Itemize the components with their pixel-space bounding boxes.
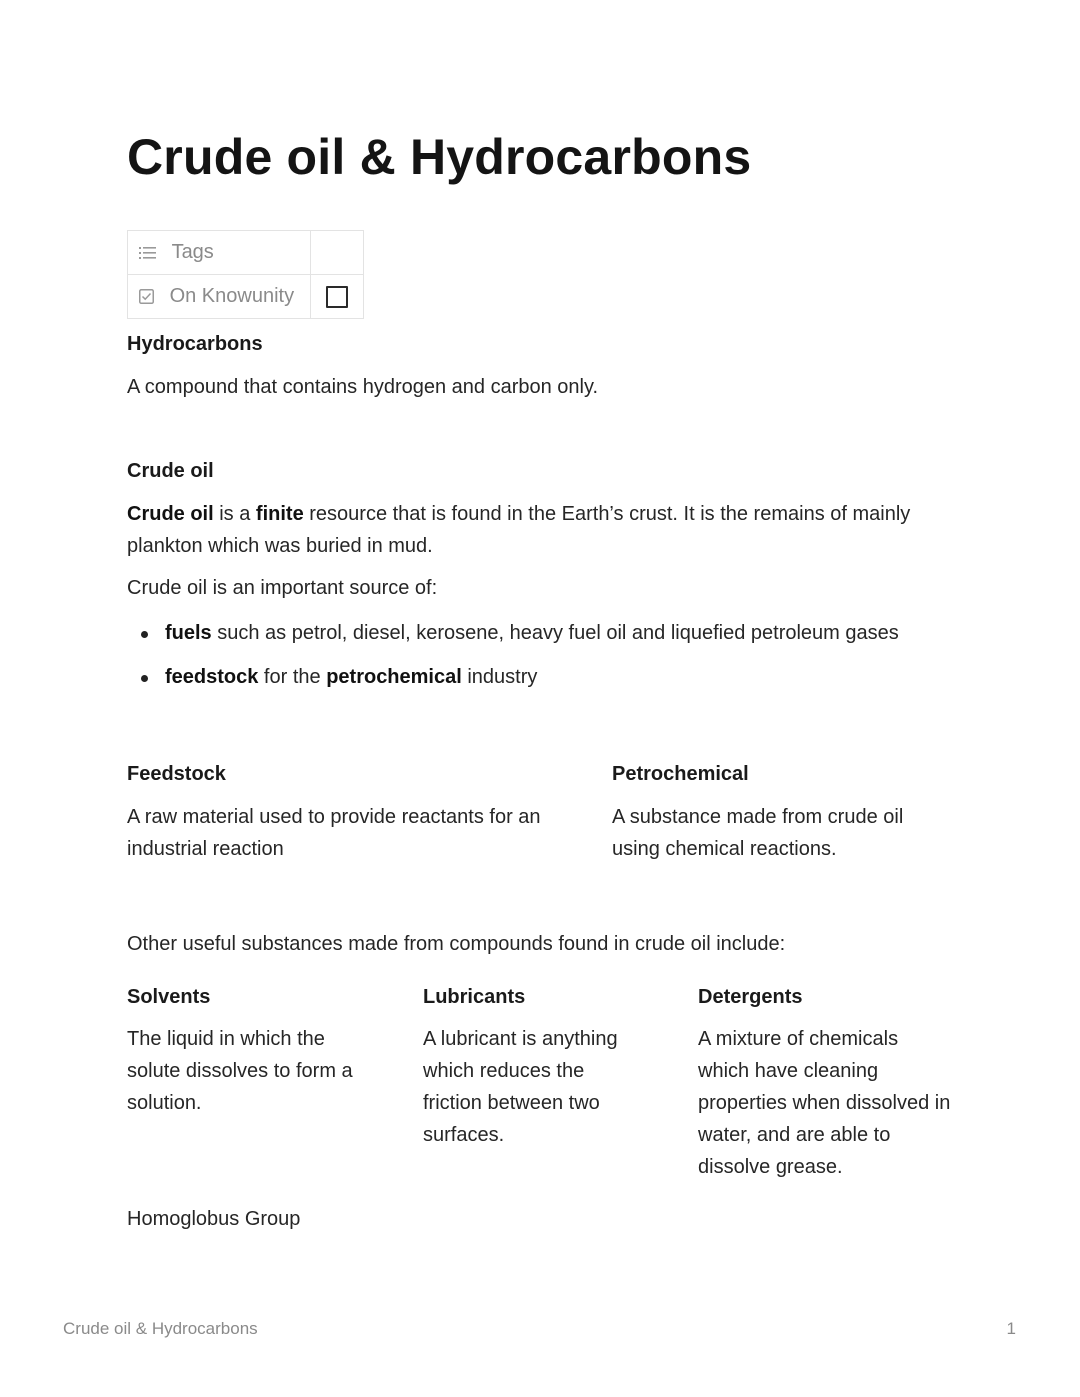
detergents-heading: Detergents (698, 986, 803, 1008)
crude-oil-term: Crude oil (127, 503, 214, 525)
feedstock-term: feedstock (165, 666, 259, 688)
footer-doc-title: Crude oil & Hydrocarbons (63, 1319, 258, 1338)
page-title: Crude oil & Hydrocarbons (127, 129, 752, 185)
intro-text-1: is a (213, 503, 256, 525)
footer-page-number: 1 (1006, 1319, 1016, 1338)
tags-value[interactable] (311, 231, 364, 275)
tags-label: Tags (171, 241, 214, 264)
lubricants-definition: A lubricant is anything which reduces the friction between two surfaces. (423, 1028, 618, 1146)
tags-property[interactable] (128, 231, 311, 275)
property-row-on-knowunity (128, 275, 364, 319)
feedstock-heading: Feedstock (127, 763, 226, 785)
on-knowunity-label: On Knowunity (169, 285, 295, 308)
fuels-text: such as petrol, diesel, kerosene, heavy fuel oil and liquefied petroleum gases (211, 622, 899, 644)
list-icon (139, 246, 156, 260)
intro-text-2: resource that is found in the Earth’s crust. It is the remains of mainly plankton which was buried in mud. (127, 503, 911, 557)
petrochemical-term: petrochemical (326, 666, 462, 688)
solvents-definition: The liquid in which the solute dissolves to form a solution. (127, 1028, 353, 1114)
homologous-group-heading: Homoglobus Group (127, 1208, 301, 1230)
crude-oil-source-intro: Crude oil is an important source of: (127, 577, 438, 599)
on-knowunity-value (311, 275, 364, 319)
on-knowunity-checkbox[interactable] (326, 286, 348, 308)
crude-oil-heading: Crude oil (127, 460, 214, 482)
lubricants-heading: Lubricants (423, 986, 526, 1008)
feedstock-text: for the (258, 666, 327, 688)
fuels-term: fuels (165, 622, 212, 644)
crude-oil-description (127, 498, 917, 562)
bullet-icon (141, 631, 148, 638)
detergents-definition: A mixture of chemicals which have cleaning properties when dissolved in water, and are able to dissolve grease. (698, 1028, 951, 1178)
properties-table (127, 230, 364, 319)
property-row-tags (128, 231, 364, 275)
feedstock-definition: A raw material used to provide reactants for an industrial reaction (127, 806, 541, 860)
bullet-icon (141, 675, 148, 682)
other-substances-intro: Other useful substances made from compounds found in crude oil include: (127, 933, 786, 955)
list-item (127, 660, 899, 704)
checkbox-icon (139, 289, 154, 304)
hydrocarbons-heading: Hydrocarbons (127, 333, 263, 355)
on-knowunity-property[interactable] (128, 275, 311, 319)
crude-oil-uses-list (127, 616, 899, 704)
petrochemical-heading: Petrochemical (612, 763, 749, 785)
petrochemical-definition: A substance made from crude oil using chemical reactions. (612, 806, 904, 860)
hydrocarbons-definition: A compound that contains hydrogen and carbon only. (127, 376, 599, 398)
solvents-heading: Solvents (127, 986, 211, 1008)
industry-text: industry (461, 666, 538, 688)
finite-term: finite (255, 503, 304, 525)
list-item (127, 616, 899, 660)
